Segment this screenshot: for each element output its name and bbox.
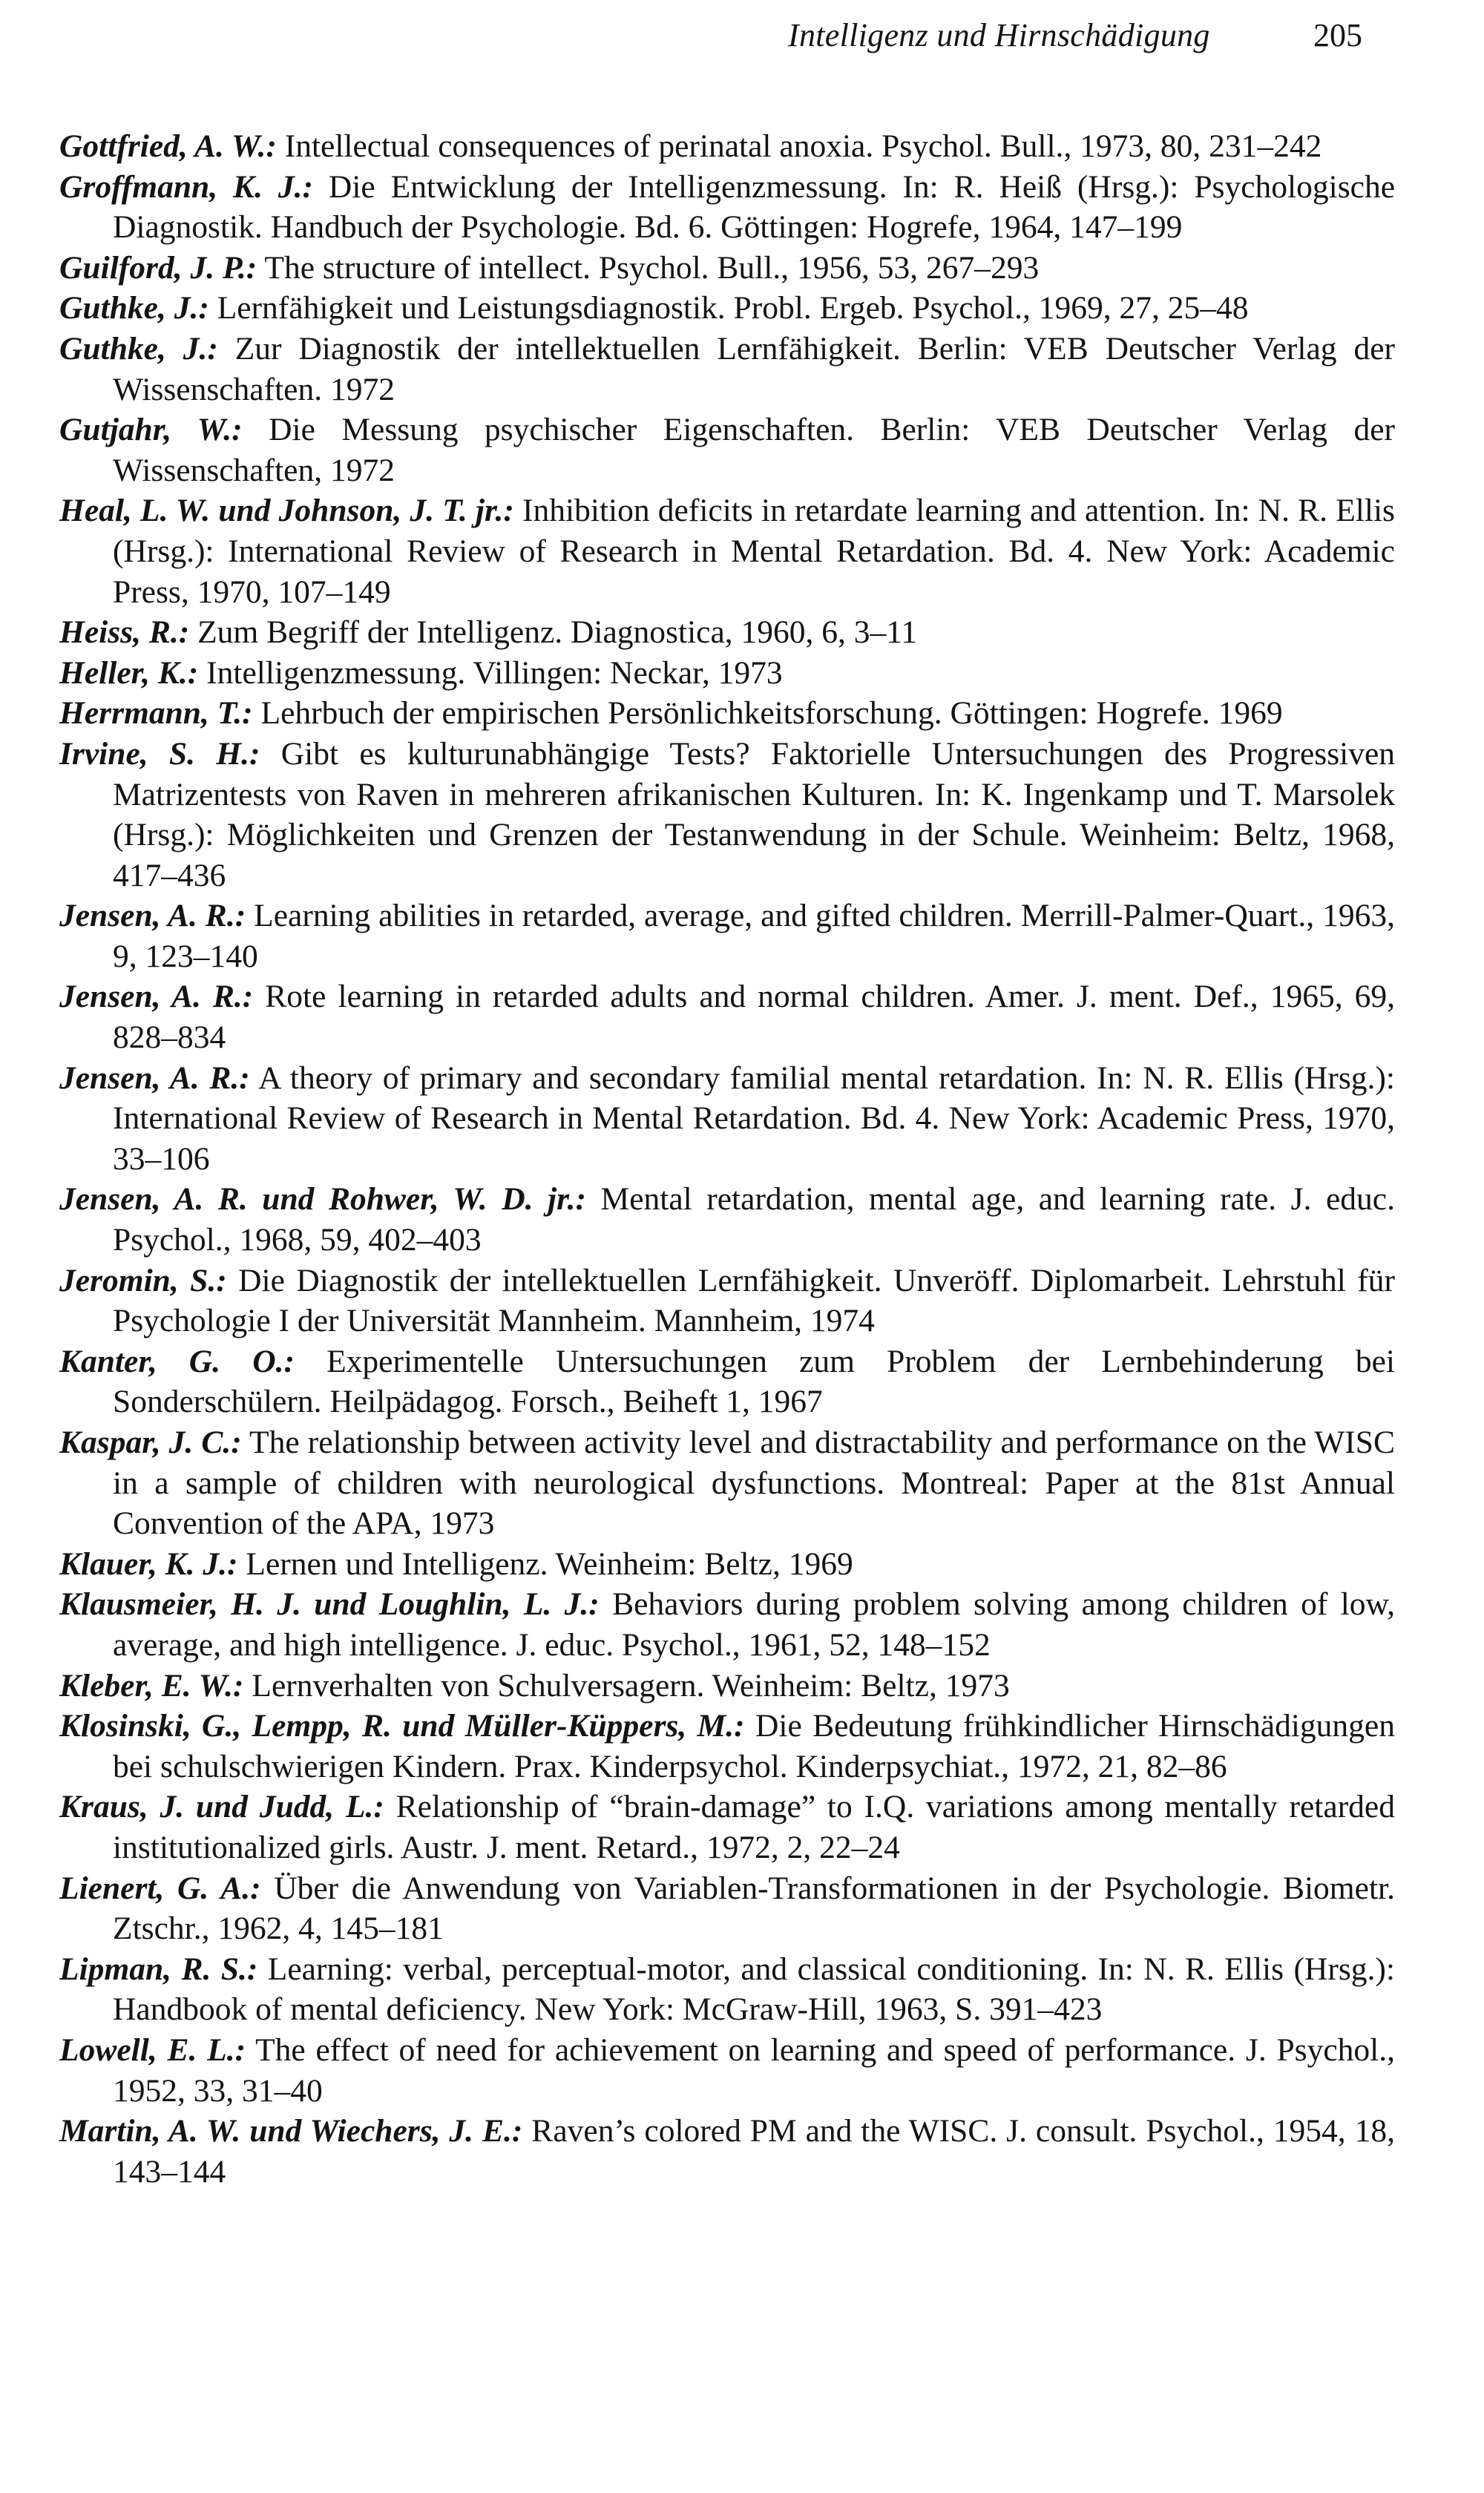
reference-text: Über die Anwendung von Variablen-Transformationen in der Psychologie. Biometr. Ztschr., 1962, 4, 145–181 [113,1870,1395,1947]
reference-author: Heal, L. W. und Johnson, J. T. jr.: [59,493,514,529]
reference-text: Raven’s colored PM and the WISC. J. consult. Psychol., 1954, 18, 143–144 [113,2113,1395,2190]
reference-author: Guthke, J.: [59,330,218,367]
reference-text: Experimentelle Untersuchungen zum Problem der Lernbehinderung bei Sonderschülern. Heilpädagog. Forsch., Beiheft 1, 1967 [113,1343,1395,1420]
running-title: Intelligenz und Hirnschädigung [788,17,1210,53]
reference-text: Lernen und Intelligenz. Weinheim: Beltz, 1969 [237,1546,853,1582]
reference-entry [59,1058,1395,1180]
reference-author: Groffmann, K. J.: [59,168,313,205]
reference-author: Jeromin, S.: [59,1262,227,1298]
reference-author: Jensen, A. R.: [59,898,246,934]
reference-text: Inhibition deficits in retardate learning and attention. In: N. R. Ellis (Hrsg.): International Review of Research in Mental Retardation. Bd. 4. New York: Academic Press, 1970, 107–149 [113,493,1395,610]
reference-entry [59,1949,1395,2030]
reference-entry [59,693,1395,734]
reference-author: Irvine, S. H.: [59,735,260,772]
reference-author: Jensen, A. R.: [59,1060,250,1096]
reference-entry [59,2111,1395,2192]
reference-author: Guthke, J.: [59,290,209,326]
reference-text: Learning: verbal, perceptual-motor, and classical conditioning. In: N. R. Ellis (Hrsg.): Handbook of mental deficiency. New York: McGraw-Hill, 1963, S. 391–423 [113,1951,1395,2028]
reference-text: Lehrbuch der empirischen Persönlichkeitsforschung. Göttingen: Hogrefe. 1969 [252,695,1283,732]
reference-author: Guilford, J. P.: [59,249,257,286]
reference-author: Kleber, E. W.: [59,1667,244,1704]
reference-author: Klausmeier, H. J. und Loughlin, L. J.: [59,1586,600,1623]
reference-text: The effect of need for achievement on learning and speed of performance. J. Psychol., 1952, 33, 31–40 [113,2031,1395,2109]
reference-text: Learning abilities in retarded, average, and gifted children. Merrill-Palmer-Quart., 1963, 9, 123–140 [113,898,1395,974]
reference-text: Mental retardation, mental age, and learning rate. J. educ. Psychol., 1968, 59, 402–403 [113,1181,1395,1258]
reference-author: Kanter, G. O.: [59,1343,295,1379]
reference-entry [59,167,1395,248]
reference-text: Intelligenzmessung. Villingen: Neckar, 1973 [198,654,783,691]
reference-entry [59,1787,1395,1868]
reference-text: Lernverhalten von Schulversagern. Weinheim: Beltz, 1973 [243,1667,1010,1704]
reference-entry [59,1666,1395,1707]
reference-entry [59,1422,1395,1544]
reference-author: Klauer, K. J.: [59,1546,238,1582]
reference-text: The relationship between activity level and distractability and performance on the WISC in a sample of children with neurological dysfunctions. Montreal: Paper at the 81st Annual Convention of the APA, 1973 [113,1425,1395,1542]
reference-author: Martin, A. W. und Wiechers, J. E.: [59,2113,523,2149]
reference-entry [59,896,1395,976]
reference-entry [59,1179,1395,1260]
reference-author: Heller, K.: [59,654,199,691]
reference-author: Lienert, G. A.: [59,1870,261,1906]
reference-entry [59,1261,1395,1341]
reference-entry [59,1584,1395,1665]
reference-entry [59,612,1395,653]
reference-author: Kraus, J. und Judd, L.: [59,1789,384,1825]
reference-list [59,126,1395,2192]
reference-text: Die Entwicklung der Intelligenzmessung. In: R. Heiß (Hrsg.): Psychologische Diagnostik. Handbuch der Psychologie. Bd. 6. Göttingen: Hogrefe, 1964, 147–199 [113,168,1396,246]
reference-text: Relationship of “brain-damage” to I.Q. variations among mentally retarded institutionalized girls. Austr. J. ment. Retard., 1972, 2, 22–24 [113,1789,1395,1865]
reference-author: Gutjahr, W.: [59,412,243,448]
reference-text: Die Bedeutung frühkindlicher Hirnschädigungen bei schulschwierigen Kindern. Prax. Kinderpsychol. Kinderpsychiat., 1972, 21, 82–86 [113,1708,1395,1784]
reference-author: Heiss, R.: [59,614,190,651]
reference-text: Intellectual consequences of perinatal anoxia. Psychol. Bull., 1973, 80, 231–242 [276,128,1322,164]
reference-entry [59,734,1395,896]
reference-author: Jensen, A. R.: [59,979,254,1015]
reference-author: Gottfried, A. W.: [59,128,277,164]
reference-text: A theory of primary and secondary familial mental retardation. In: N. R. Ellis (Hrsg.): International Review of Research in Mental Retardation. Bd. 4. New York: Academic Press, 1970, 33–106 [113,1060,1395,1177]
reference-author: Lowell, E. L.: [59,2031,246,2068]
reference-entry [59,410,1395,490]
reference-entry [59,2030,1395,2111]
reference-text: Die Messung psychischer Eigenschaften. Berlin: VEB Deutscher Verlag der Wissenschaften, 1972 [113,412,1395,488]
reference-author: Kaspar, J. C.: [59,1425,242,1460]
reference-text: Die Diagnostik der intellektuellen Lernfähigkeit. Unveröff. Diplomarbeit. Lehrstuhl für Psychologie I der Universität Mannheim. Mannheim, 1974 [113,1262,1396,1339]
reference-entry [59,1544,1395,1585]
reference-author: Lipman, R. S.: [59,1951,258,1987]
reference-author: Jensen, A. R. und Rohwer, W. D. jr.: [59,1181,586,1218]
reference-text: Zum Begriff der Intelligenz. Diagnostica, 1960, 6, 3–11 [189,614,918,651]
page-number: 205 [1313,17,1362,53]
reference-text: Gibt es kulturunabhängige Tests? Faktorielle Untersuchungen des Progressiven Matrizentests von Raven in mehreren afrikanischen Kulturen. In: K. Ingenkamp und T. Marsolek (Hrsg.): Möglichkeiten und Grenzen der Testanwendung in der Schule. Weinheim: Beltz, 1968, 417–436 [113,735,1396,893]
reference-entry [59,976,1395,1057]
reference-entry [59,1868,1395,1949]
reference-entry [59,288,1395,329]
reference-entry [59,329,1395,410]
reference-author: Herrmann, T.: [59,695,253,732]
reference-entry [59,248,1395,289]
reference-entry [59,1706,1395,1787]
reference-entry [59,126,1395,167]
reference-author: Klosinski, G., Lempp, R. und Müller-Küppers, M.: [59,1708,745,1744]
reference-text: Lernfähigkeit und Leistungsdiagnostik. Probl. Ergeb. Psychol., 1969, 27, 25–48 [209,290,1249,326]
reference-entry [59,490,1395,612]
reference-text: The structure of intellect. Psychol. Bull., 1956, 53, 267–293 [257,249,1040,286]
reference-text: Rote learning in retarded adults and normal children. Amer. J. ment. Def., 1965, 69, 828–834 [113,979,1395,1056]
reference-entry [59,1341,1395,1422]
reference-text: Zur Diagnostik der intellektuellen Lernfähigkeit. Berlin: VEB Deutscher Verlag der Wissenschaften. 1972 [113,330,1395,407]
running-header [0,16,1484,61]
reference-text: Behaviors during problem solving among children of low, average, and high intelligence. J. educ. Psychol., 1961, 52, 148–152 [113,1586,1395,1663]
reference-entry [59,653,1395,694]
